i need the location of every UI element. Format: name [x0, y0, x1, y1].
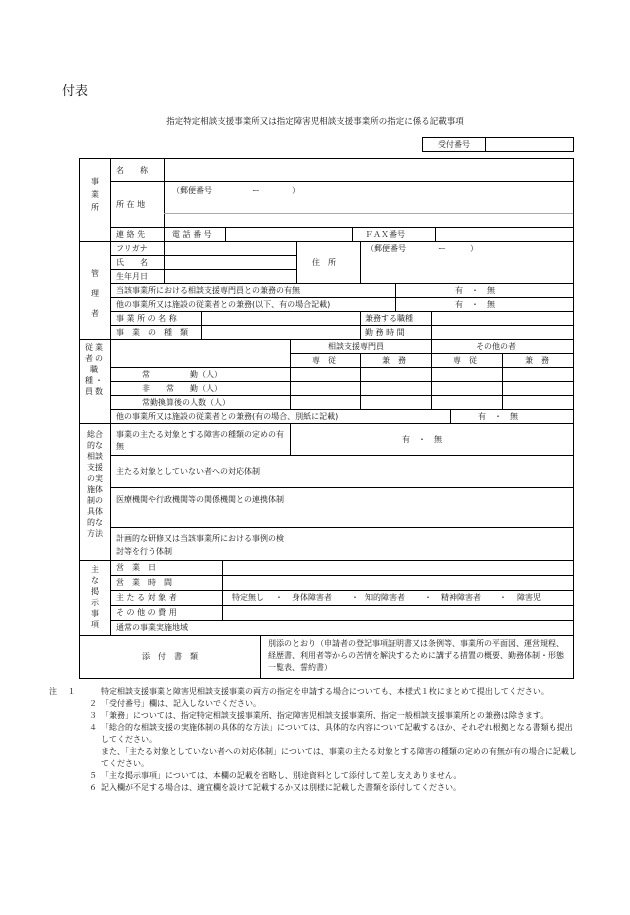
notice-targets-label: 主 た る 対 象 者 [116, 593, 177, 602]
form-title: 指定特定相談支援事業所又は指定障害児相談支援事業所の指定に係る記載事項 [166, 117, 464, 127]
note-2: 「受付番号」欄は、記入しないでください。 [101, 699, 261, 708]
notes: 注 １ 特定相談支援事業と障害児相談支援事業の両方の指定を申請する場合についても、本様式１枚にまとめて提出してください。 ２ 「受付番号」欄は、記入しないでください。 ３ 「兼務」については、指定特定相談支援事業所、指定障害児相談支援事業所、指定一般相談支援事業所との兼務は除きます。 ４ 「総合的な相談支援の実施体制の具体的な方法」については、具体的な内容について記載するほか、それぞれ根拠となる書類も提出してください。 また、「主たる対象としていない者への対応体制」については、事業の主たる対象とする障害の種類の定めの有無が有の場合に記載してください。 ５ 「主な掲示事項」については、本欄の記載を省略し、別途資料として添付して差し支えありません。 ６ 記入欄が不足する場合は、適宜欄を設けて記載するか又は別様に記載した書類を添付してください。 [49, 687, 577, 792]
office-fax-label: ＦＡＸ番号 [365, 230, 405, 239]
notice-business-days: 営 業 日 [116, 563, 156, 572]
staff-row-concurrent: 他の事業所又は施設の従業者との兼務(有の場合、別紙に記載) [116, 412, 339, 421]
office-name-label: 名 称 [116, 166, 148, 175]
method-section-label: 総合的な相談支援の実施体制の具体的な方法 [87, 430, 103, 538]
method-item-2: 主たる対象としていない者への対応体制 [116, 467, 260, 476]
staff-row-fulltime: 常 勤（人） [142, 370, 222, 379]
manager-name-label: 氏 名 [116, 258, 148, 267]
staff-col-other: その他の者 [476, 342, 516, 351]
notice-section-label: 主な掲示事項 [91, 565, 99, 629]
manager-hours-label: 勤 務 時 間 [365, 328, 405, 337]
staff-col-specialist: 相談支援専門員 [328, 342, 384, 351]
office-postal: （郵便番号 ー ） [172, 186, 300, 195]
receipt-number-box [422, 137, 574, 152]
form-label: 付表 [62, 84, 89, 99]
notice-area-label: 通常の事業実施地域 [116, 623, 188, 632]
office-section-label: 事業所 [91, 177, 99, 212]
staff-other-part-header: 兼 務 [525, 356, 549, 365]
note-1: 特定相談支援事業と障害児相談支援事業の両方の指定を申請する場合についても、本様式１枚にまとめて提出してください。 [101, 687, 549, 696]
notice-target-mental: 精神障害者 [441, 593, 481, 602]
note-5: 「主な掲示事項」については、本欄の記載を省略し、別途資料として添付して差し支えありません。 [101, 771, 462, 780]
staff-section-label: 従業者の職種・員数 [85, 343, 105, 396]
manager-address-label: 住 所 [312, 258, 336, 267]
staff-sp-full-header: 専 従 [312, 356, 336, 365]
notice-target-intellectual: 知的障害者 [365, 593, 405, 602]
manager-concurrent-other: 他の事業所又は施設の従業者との兼務(以下、有の場合記載) [116, 300, 331, 309]
office-phone-label: 電 話 番 号 [172, 230, 212, 239]
notice-sep-3: ・ [424, 593, 432, 602]
notice-fees-label: そ の 他 の 費 用 [116, 608, 177, 617]
office-address-label: 所 在 地 [116, 200, 146, 209]
notice-business-hours: 営 業 時 間 [116, 578, 172, 587]
form-table [79, 158, 574, 679]
staff-concurrent-yesno: 有 ・ 無 [478, 412, 518, 421]
notes-lead: 注 [49, 687, 57, 696]
note-4b: また、「主たる対象としていない者への対応体制」については、事業の主たる対象とする障害の種類の定めの有無が有の場合に記載してください。 [101, 747, 577, 768]
office-contact-label: 連 絡 先 [116, 230, 146, 239]
manager-facility-type-label: 事 業 の 種 類 [116, 328, 188, 337]
attachments-text: 別添のとおり（申請者の登記事項証明書又は条例等、事業所の平面図、運営規程、経歴書、利用者等からの苦情を解決するために講ずる措置の概要、勤務体制・形態一覧表、誓約書） [268, 639, 564, 672]
note-4: 「総合的な相談支援の実施体制の具体的な方法」については、具体的な内容について記載するほか、それぞれ根拠となる書類も提出してください。 [101, 723, 573, 744]
note-6: 記入欄が不足する場合は、適宜欄を設けて記載するか又は別様に記載した書類を添付してください。 [101, 783, 461, 792]
method-item-3: 医療機関や行政機関等の関係機関との連携体制 [116, 495, 284, 504]
notice-target-child: 障害児 [517, 593, 541, 602]
notice-sep-1: ・ [275, 593, 283, 602]
method-item-1: 事業の主たる対象とする障害の種類の定めの有無 [116, 430, 284, 451]
staff-row-parttime: 非 常 勤（人） [142, 384, 222, 393]
staff-other-full-header: 専 従 [453, 356, 477, 365]
notice-target-none: 特定無し [232, 593, 264, 602]
staff-row-fte: 常勤換算後の人数（人） [142, 398, 230, 407]
notice-target-physical: 身体障害者 [292, 593, 332, 602]
receipt-number-label: 受付番号 [423, 138, 486, 151]
method-item-1-yesno: 有 ・ 無 [402, 435, 442, 444]
method-item-4: 計画的な研修又は当該事業所における事例の検討等を行う体制 [116, 534, 284, 556]
notice-sep-2: ・ [351, 593, 359, 602]
notice-sep-4: ・ [499, 593, 507, 602]
attachments-label: 添 付 書 類 [142, 652, 198, 661]
manager-section-label: 管理者 [91, 269, 99, 318]
manager-job-label: 兼務する職種 [365, 314, 413, 323]
note-3: 「兼務」については、指定特定相談支援事業所、指定障害児相談支援事業所、指定一般相談支援事業所との兼務は除きます。 [101, 711, 549, 720]
staff-sp-part-header: 兼 務 [382, 356, 406, 365]
manager-furigana-label: フリガナ [116, 244, 148, 253]
manager-postal: （郵便番号 ー ） [366, 244, 478, 253]
manager-concurrent-other-yesno: 有 ・ 無 [455, 300, 495, 309]
manager-concurrent-specialist: 当該事業所における相談支援専門員との兼務の有無 [116, 286, 300, 295]
manager-facility-name-label: 事 業 所 の 名 称 [116, 314, 177, 323]
manager-concurrent-specialist-yesno: 有 ・ 無 [455, 286, 495, 295]
manager-birth-label: 生年月日 [116, 272, 148, 281]
